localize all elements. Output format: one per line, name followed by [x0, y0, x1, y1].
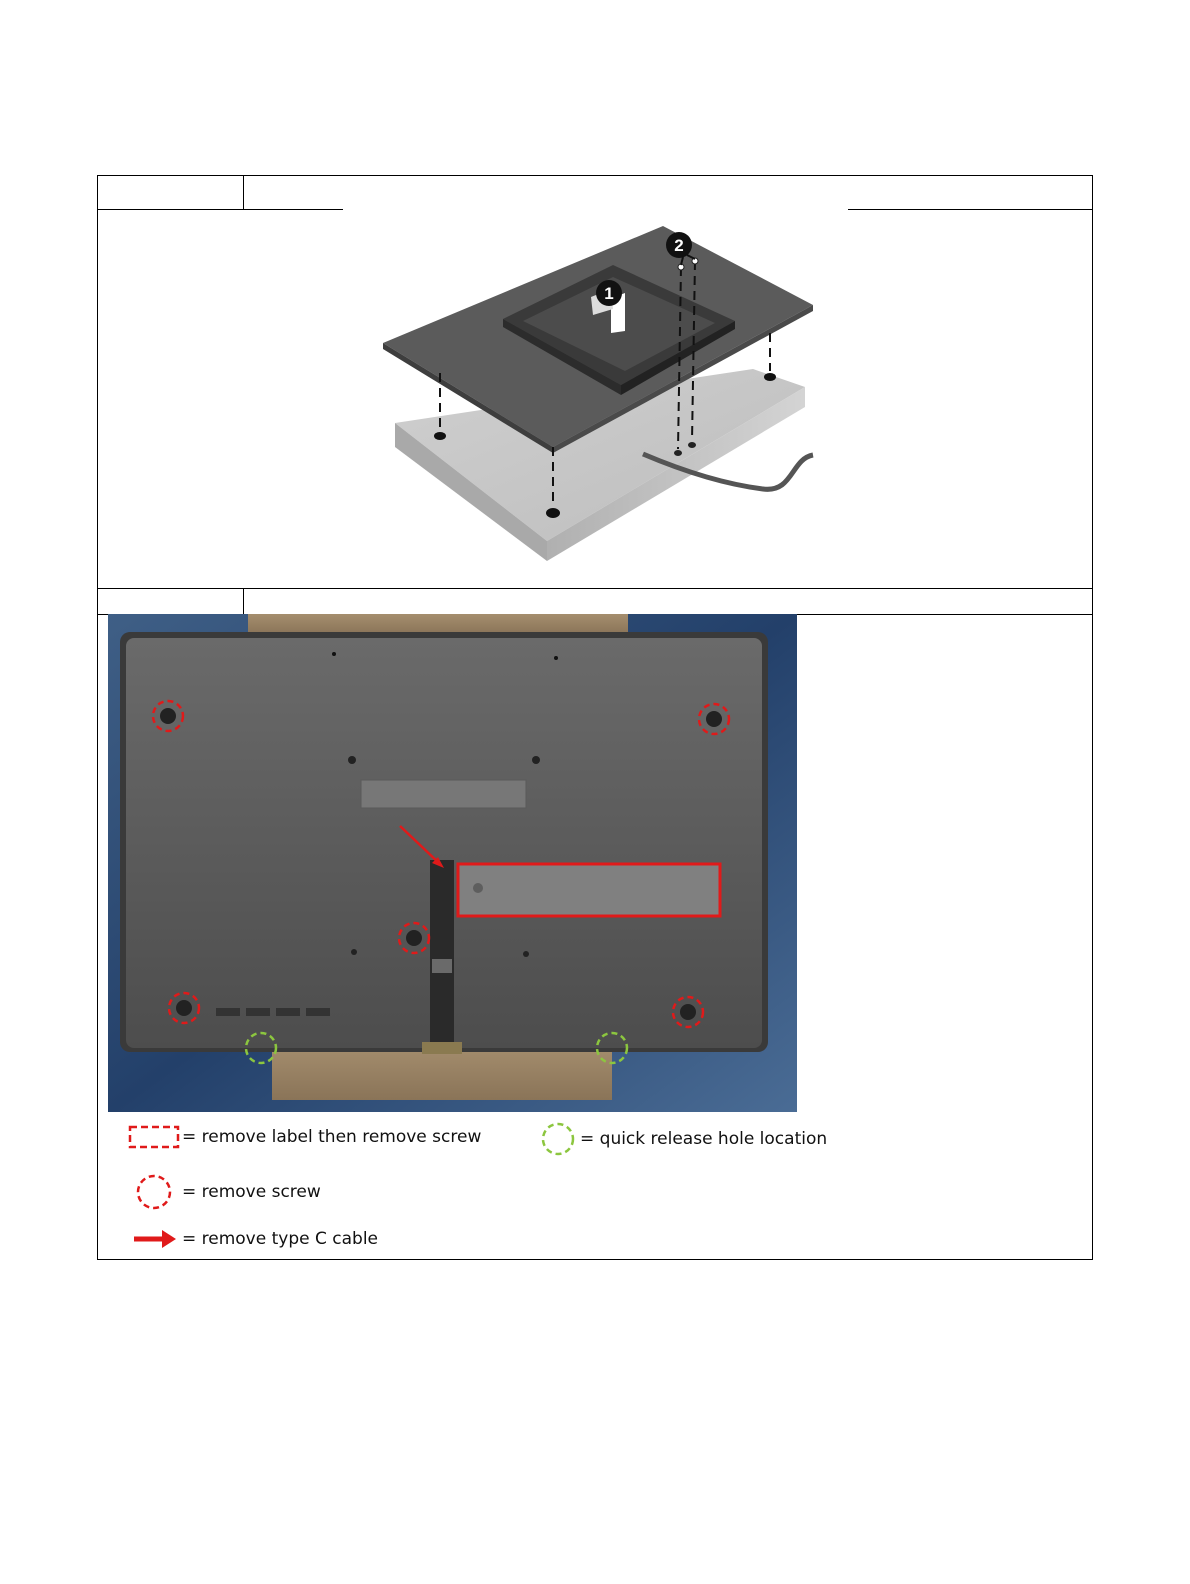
stand-removal-drawing	[343, 209, 848, 587]
step-header-row-2	[98, 588, 1092, 615]
back-cover-drawing	[108, 614, 797, 1112]
step-number-cell	[98, 176, 244, 209]
callout-1-label: 1	[604, 284, 614, 303]
legend-text: = remove type C cable	[182, 1229, 378, 1249]
red-arrow-icon	[132, 1224, 182, 1254]
callout-2-label: 2	[674, 236, 684, 255]
legend-item-type-c	[132, 1224, 378, 1254]
markup-legend	[98, 1114, 1092, 1254]
legend-text: = remove screw	[182, 1182, 321, 1202]
legend-text: = quick release hole location	[580, 1129, 828, 1149]
instruction-table	[97, 175, 1093, 1260]
green-dashed-circle-icon	[540, 1122, 580, 1156]
legend-text: = remove label then remove screw	[182, 1127, 482, 1147]
step-number-cell	[98, 589, 244, 614]
legend-item-screw	[136, 1174, 321, 1210]
step-description-cell	[244, 589, 1092, 614]
back-cover-photo	[108, 614, 797, 1112]
step-header-row-1	[98, 176, 1092, 210]
step-description-cell	[244, 176, 1092, 209]
red-dashed-rectangle-icon	[128, 1124, 182, 1150]
red-dashed-circle-icon	[136, 1174, 182, 1210]
stand-removal-illustration	[343, 209, 848, 587]
legend-item-quick-release	[540, 1122, 827, 1156]
legend-item-label-screw	[128, 1124, 481, 1150]
